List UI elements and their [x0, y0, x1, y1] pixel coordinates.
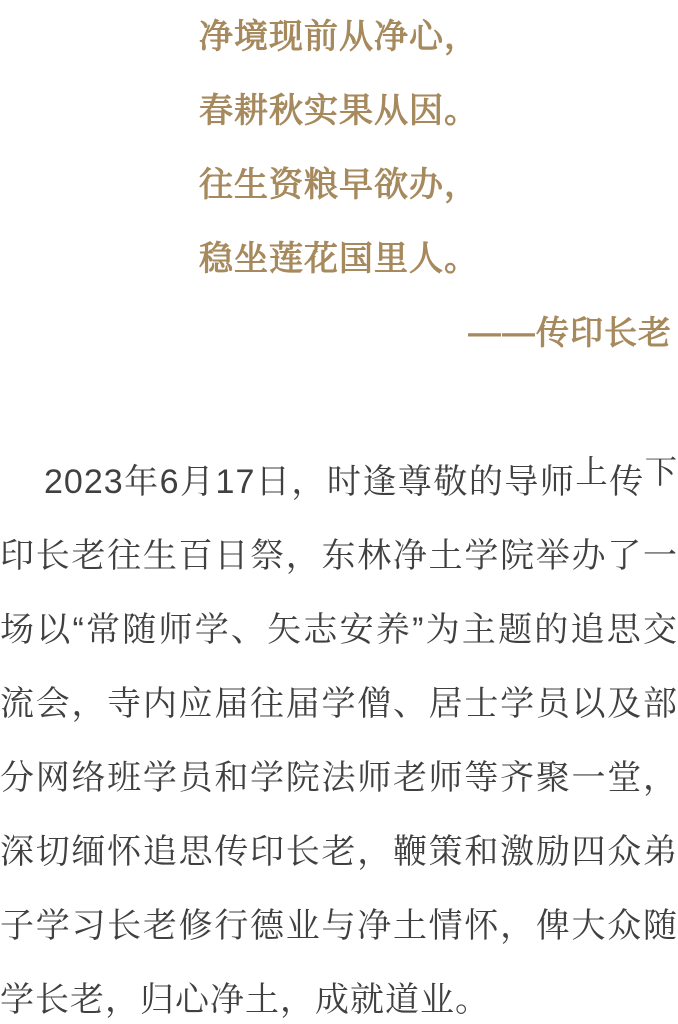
elder-name-char2: 印	[0, 537, 36, 575]
article-paragraph	[0, 445, 678, 1024]
poem-line-1: 净境现前从净心，	[199, 18, 479, 56]
paragraph-rest: 长老往生百日祭，东林净土学院举办了一场以“常随师学、矢志安养”为主题的追思交流会，寺内应届往届学僧、居士学员以及部分网络班学员和学院法师老师等齐聚一堂，深切缅怀追思传印长老，鞭策和激励四众弟子学习长老修行德业与净土情怀，俾大众随学长老，归心净土，成就道业。	[0, 537, 678, 1019]
honorific-shang: 上	[575, 454, 609, 490]
elder-name-char1: 传	[608, 463, 645, 501]
poem-line-3: 往生资粮早欲办，	[199, 166, 479, 204]
honorific-xia: 下	[644, 454, 678, 490]
poem-line-4: 稳坐莲花国里人。	[199, 240, 479, 278]
poem-attribution: ——传印长老	[468, 314, 672, 351]
poem-line-2: 春耕秋实果从因。	[199, 92, 479, 130]
poem-block	[0, 0, 678, 370]
paragraph-prefix: 2023年6月17日，时逢尊敬的导师	[44, 463, 576, 501]
